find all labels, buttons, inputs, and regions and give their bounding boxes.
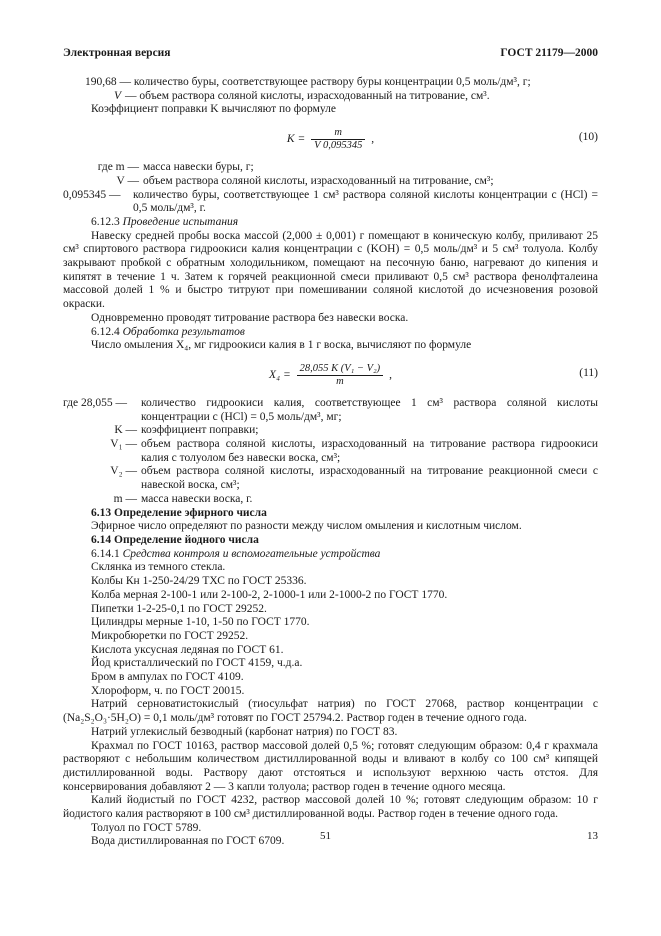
list-item: Микробюретки по ГОСТ 29252. [91, 629, 249, 642]
formula-fraction [297, 363, 384, 388]
document-body [63, 76, 598, 849]
formula-tail: , [389, 369, 392, 382]
formula-11 [63, 357, 598, 391]
header-standard-number: ГОСТ 21179—2000 [500, 47, 598, 59]
section-6-12-4-heading [63, 326, 598, 340]
section-6-14-heading: 6.14 Определение йодного числа [91, 533, 259, 546]
section-6-13-paragraph: Эфирное число определяют по разности между числом омыления и кислотным числом. [91, 520, 522, 533]
definition-symbol: V₂ — [110, 465, 137, 478]
definition-symbol: m — [113, 492, 137, 505]
list-item: Кислота уксусная ледяная по ГОСТ 61. [91, 643, 284, 656]
definition-row [63, 161, 598, 175]
section-6-12-3-paragraph-2: Одновременно проводят титрование раствора без навески воска. [91, 311, 409, 324]
list-item: Колбы Кн 1-250-24/29 ТХС по ГОСТ 25336. [91, 575, 307, 588]
definition-text: коэффициент поправки; [141, 424, 259, 437]
definition-row [63, 189, 598, 216]
formula-denominator: V 0,095345 [314, 140, 363, 152]
section-title: Средства контроля и вспомогательные устройства [122, 547, 381, 560]
reagent-starch: Крахмал по ГОСТ 10163, раствор массовой долей 0,5 %; готовят следующим образом: 0,4 г крахмала растворяют с небольшим количеством дистиллированной воды и вливают в колбу со 100 см³ кипящей дистиллированной воды. Раствору дают отстояться и используют верхнюю часть отстоя. Для консервирования добавляют 2 — 3 капли толуола; раствор годен в течение одного месяца. [63, 739, 598, 793]
section-6-12-3-paragraph: Навеску средней пробы воска массой (2,000 ± 0,001) г помещают в коническую колбу, приливают 25 см³ спиртового раствора гидроокиси калия концентрации c (KOH) = 0,5 моль/дм³ и 5 см³ толуола. Колбу закрывают пробкой с обратным холодильником, помещают на песочную баню, нагревают до кипения и кипятят в течение 1 ч. Затем к горячей реакционной смеси приливают 0,5 см³ раствора фенолфталеина массовой долей 1 % и быстро титруют при помешивании соляной кислотой до исчезновения розовой окраски. [63, 229, 598, 311]
definition-text: количество гидроокиси калия, соответствующее 1 см³ раствора соляной кислоты концентрации c (HCl) = 0,5 моль/дм³, мг; [141, 396, 598, 423]
section-number: 6.12.3 [91, 215, 120, 228]
header-edition-label: Электронная версия [63, 47, 171, 59]
section-number: 6.14.1 [91, 547, 120, 560]
section-title: Обработка результатов [122, 325, 245, 338]
definition-symbol: K — [114, 424, 137, 437]
formula-10 [63, 121, 598, 155]
definition-symbol: 0,095345 — [63, 188, 121, 201]
formula-numerator: 28,055 K (V₁ − V₂) [297, 363, 384, 376]
list-item: Колба мерная 2-100-1 или 2-100-2, 2-1000-1 или 2-1000-2 по ГОСТ 1770. [91, 588, 448, 601]
definition-text: объем раствора соляной кислоты, израсходованный на титрование раствора гидроокиси калия с толуолом без навески воска, см³; [141, 438, 598, 464]
list-item: Йод кристаллический по ГОСТ 4159, ч.д.а. [91, 657, 303, 670]
section-6-14-1-heading [63, 548, 598, 562]
definition-symbol: V [113, 89, 121, 102]
definition-V-first [63, 90, 598, 104]
formula-lhs: K = [286, 133, 306, 146]
definition-text: — объем раствора соляной кислоты, израсходованный на титрование, см³. [125, 89, 490, 102]
section-6-13-heading: 6.13 Определение эфирного числа [91, 506, 267, 519]
definition-symbol: где 28,055 — [63, 396, 127, 409]
definition-text: количество буры, соответствующее 1 см³ раствора соляной кислоты концентрации c (HCl) = 0,5 моль/дм³, г. [133, 188, 598, 215]
reagent-sodium-carbonate: Натрий углекислый безводный (карбонат натрия) по ГОСТ 83. [91, 725, 398, 738]
page-number-center: 51 [320, 830, 331, 842]
definitions-formula-11 [63, 397, 598, 507]
formula-number: (10) [578, 131, 598, 144]
reagent-potassium-iodide: Калий йодистый по ГОСТ 4232, раствор массовой долей 10 %; готовят следующим образом: 10 г йодистого калия растворяют в 100 см³ дистиллированной воды. Раствор годен в течение одного года. [63, 794, 598, 821]
list-item: Склянка из темного стекла. [91, 561, 226, 574]
page-number-right: 13 [587, 830, 598, 842]
definition-row [63, 397, 598, 424]
formula-denominator: m [336, 375, 344, 387]
definition-borax-amount: 190,68 — количество буры, соответствующее раствору буры концентрации 0,5 моль/дм³, г; [85, 76, 531, 88]
definition-text: масса навески буры, г; [143, 161, 254, 174]
section-6-12-3-heading [63, 216, 598, 230]
definition-symbol: где m — [97, 161, 139, 174]
formula-lhs: X₄ = [269, 369, 291, 382]
reagent-thiosulfate: Натрий серноватистокислый (тиосульфат натрия) по ГОСТ 27068, раствор концентрации c (Na₂S₂O₃·5H₂O) = 0,1 моль/дм³ готовят по ГОСТ 25794.2. Раствор годен в течение одного года. [63, 698, 598, 725]
list-item: Цилиндры мерные 1-10, 1-50 по ГОСТ 1770. [91, 616, 310, 629]
list-item: Пипетки 1-2-25-0,1 по ГОСТ 29252. [91, 602, 267, 615]
list-item: Хлороформ, ч. по ГОСТ 20015. [91, 684, 245, 697]
definition-text: объем раствора соляной кислоты, израсходованный на титрование, см³; [143, 174, 494, 187]
list-item: Бром в ампулах по ГОСТ 4109. [91, 671, 244, 684]
definition-row [63, 465, 598, 492]
definition-text: объем раствора соляной кислоты, израсходованный на титрование реакционной смеси с навеской воска, см³; [141, 465, 598, 492]
reagent-toluene: Толуол по ГОСТ 5789. [91, 821, 202, 834]
definition-symbol: V₁ — [110, 438, 137, 451]
formula-numerator: m [311, 127, 365, 140]
definition-row [63, 424, 598, 438]
formula-fraction [311, 127, 365, 152]
formula-intro-K: Коэффициент поправки K вычисляют по формуле [91, 103, 336, 116]
definition-row [63, 438, 598, 465]
definition-row [63, 493, 598, 507]
formula-tail: , [371, 133, 375, 146]
reagent-distilled-water: Вода дистиллированная по ГОСТ 6709. [91, 835, 285, 848]
definitions-formula-10 [63, 161, 598, 216]
section-title: Проведение испытания [122, 215, 239, 228]
section-number: 6.12.4 [91, 325, 120, 338]
formula-intro-X4: Число омыления X₄, мг гидроокиси калия в 1 г воска, вычисляют по формуле [91, 339, 472, 352]
formula-number: (11) [579, 366, 598, 379]
definition-text: масса навески воска, г. [141, 492, 253, 505]
definition-symbol: V — [116, 174, 139, 187]
definition-row [63, 175, 598, 189]
